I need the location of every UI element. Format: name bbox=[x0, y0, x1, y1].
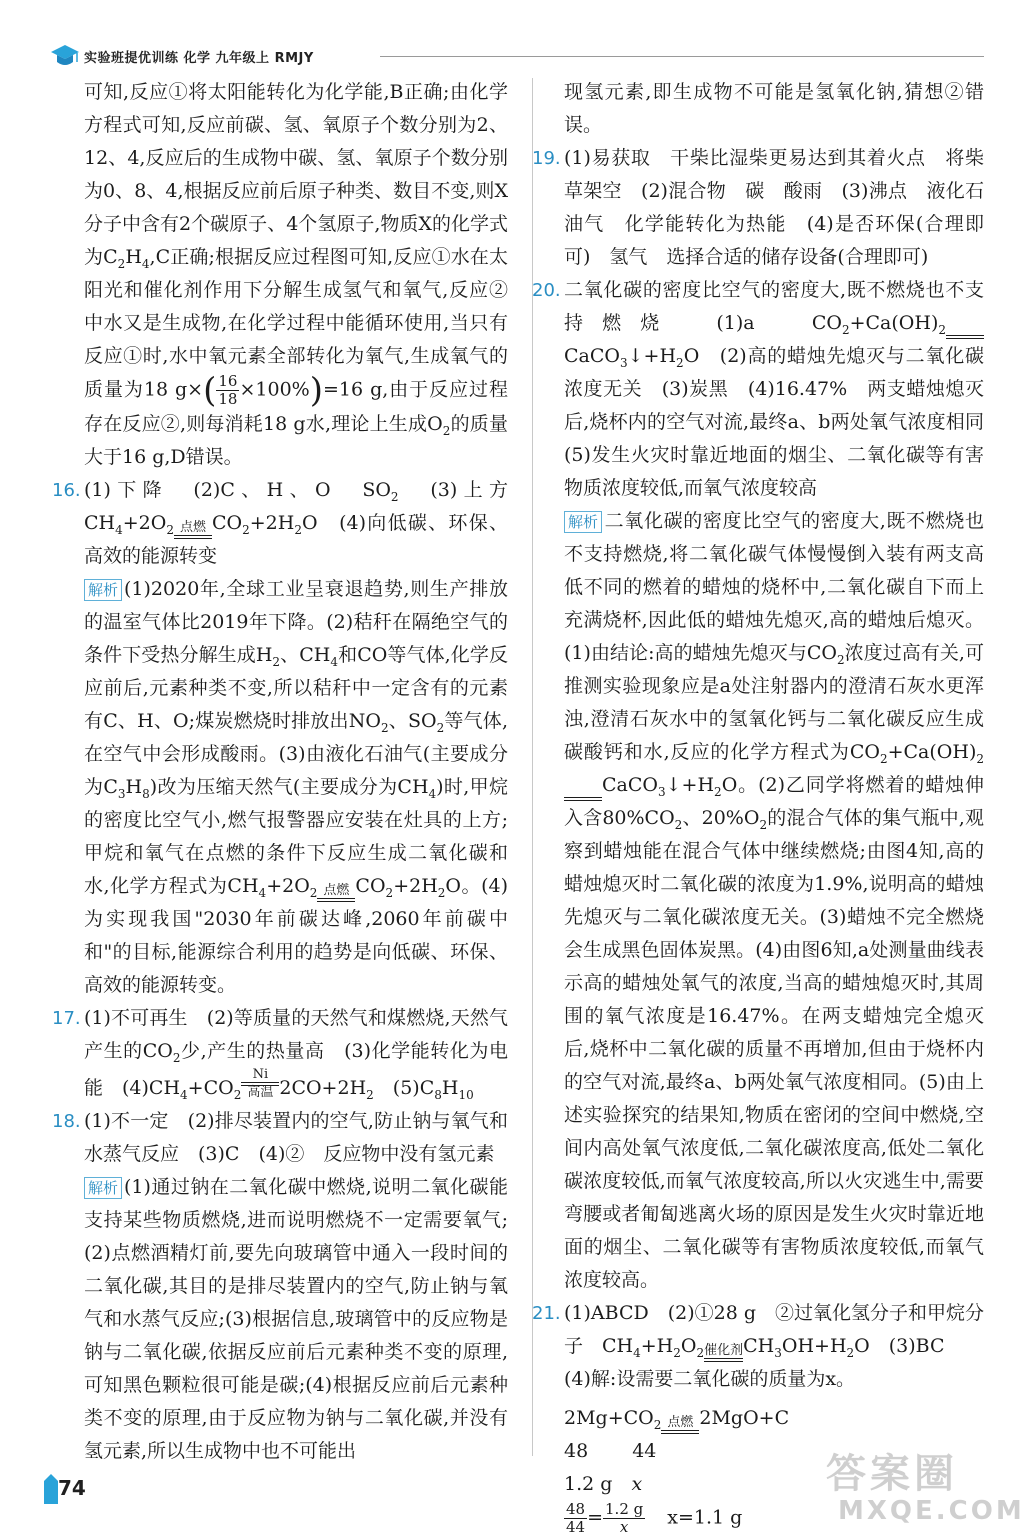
analysis-tag: 解析 bbox=[84, 1177, 122, 1199]
fraction: $\frac{48}{44}$ bbox=[566, 1500, 586, 1536]
graduation-cap-icon bbox=[50, 42, 80, 70]
mass-ratio-line: 48 44 bbox=[564, 1440, 657, 1462]
continuation-text: 可知,反应①将太阳能转化为化学能,B正确;由化学方程式可知,反应前碳、氢、氧原子个数分别为2、12、4,反应后的生成物中碳、氢、氧原子个数分别为0、8、4,根据反应前后原子种类、数目不变,则X分子中含有2个碳原子、4个氢原子,物质X的化学式为$C_2H_4,C$正确;根据反应过程图可知,反应①水在太阳光和催化剂作用下分解生成氢气和氧气,反应②中水又是生成物,在化学过程中能循环使用,当只有反应①时,水中氧元素全部转化为氧气,生成氧气的质量为18 g×( $\frac{16}{18}$ ×100%)=16 g,由于反应过程存在反应②,则每消耗18 g水,理论上生成$O_2$的质量大于16 g,D错误。 bbox=[84, 81, 508, 468]
answer-text: (1)不可再生 (2)等质量的天然气和煤燃烧,天然气产生的$CO_2$少,产生的热量高 (3)化学能转化为电能 $(4)CH_4+CO_2$ Ni 高温 $2CO+2H_2$ $(5)C_8H_{10}$ bbox=[84, 1007, 508, 1102]
fraction: $\frac{16}{18}$ bbox=[218, 372, 238, 408]
reaction-condition: Ni 高温 bbox=[241, 1068, 279, 1100]
question-number: 18. bbox=[52, 1111, 81, 1132]
equals-sign bbox=[946, 321, 984, 339]
question-16 bbox=[52, 474, 528, 1002]
chemical-equation: $2Mg+CO_2$ 点燃 2MgO+C bbox=[564, 1402, 984, 1435]
question-number: 16. bbox=[52, 480, 81, 501]
question-number: 17. bbox=[52, 1008, 81, 1029]
solution-intro: (4)解:设需要二氧化碳的质量为x。 bbox=[564, 1368, 856, 1390]
analysis-tag: 解析 bbox=[564, 511, 602, 533]
equals-sign bbox=[564, 783, 602, 801]
reaction-condition: 点燃 bbox=[317, 884, 355, 902]
given-mass-line: 1.2 g x bbox=[564, 1473, 643, 1495]
reaction-condition: 点燃 bbox=[174, 521, 212, 539]
question-17 bbox=[52, 1002, 508, 1105]
page-marker-icon bbox=[44, 1474, 58, 1504]
analysis-text: 解析 二氧化碳的密度比空气的密度大,既不燃烧也不支持燃烧,将二氧化碳气体慢慢倒入装有两支高低不同的燃着的蜡烛的烧杯中,二氧化碳自下而上充满烧杯,因此低的蜡烛先熄灭,高的蜡烛后熄灭。(1)由结论:高的蜡烛先熄灭与$CO_2$浓度过高有关,可推测实验现象应是a处注射器内的澄清石灰水更浑浊,澄清石灰水中的氢氧化钙与二氧化碳反应生成碳酸钙和水,反应的化学方程式为$CO_2+Ca(OH)_2$ $CaCO_3↓+H_2O$。(2)乙同学将燃着的蜡烛伸入含$80\%CO_2$、$20\%O_2$的混合气体的集气瓶中,观察到蜡烛能在混合气体中继续燃烧;由图4知,高的蜡烛熄灭时二氧化碳的浓度为1.9%,说明高的蜡烛先熄灭与二氧化碳浓度无关。(3)蜡烛不完全燃烧会生成黑色固体炭黑。(4)由图6知,a处测量曲线表示高的蜡烛处氧气的浓度,当高的蜡烛熄灭时,其周围的氧气浓度是16.47%。在两支蜡烛完全熄灭后,烧杯中二氧化碳的质量不再增加,但由于烧杯内的空气对流,最终a、b两处氧气浓度相同。(5)由上述实验探究的结果知,物质在密闭的空间中燃烧,空间内高处氧气浓度低,二氧化碳浓度高,低处二氧化碳浓度较低,而氧气浓度较高,所以火灾逃生中,需要弯腰或者匍匐逃离火场的原因是发生火灾时靠近地面的烟尘、二氧化碳等有害物质浓度较低,而氧气浓度较高。 bbox=[564, 510, 984, 1291]
left-column bbox=[52, 76, 528, 1468]
answer-text: (1)不一定 (2)排尽装置内的空气,防止钠与氧气和水蒸气反应 (3)C (4)② 反应物中没有氢元素 bbox=[84, 1110, 508, 1165]
question-18 bbox=[52, 1105, 508, 1468]
question-number: 20. bbox=[532, 280, 561, 301]
analysis-text: 解析 (1)通过钠在二氧化碳中燃烧,说明二氧化碳能支持某些物质燃烧,进而说明燃烧不一定需要氧气;(2)点燃酒精灯前,要先向玻璃管中通入一段时间的二氧化碳,其目的是排尽装置内的空气,防止钠与氧气和水蒸气反应;(3)根据信息,玻璃管中的反应物是钠与二氧化碳,依据反应前后元素种类不变的原理,可知黑色颗粒很可能是碳;(4)根据反应前后元素种类不变的原理,由于反应物为钠与二氧化碳,并没有氢元素,所以生成物中也不可能出 bbox=[84, 1176, 508, 1462]
reaction-condition: 催化剂 bbox=[704, 1344, 743, 1362]
answer-text: (1)下降 (2)C、H、O $SO_2$ (3)上方 $CH_4+2O_2$ 点燃 $CO_2+2H_2O$ (4)向低碳、环保、高效的能源转变 bbox=[84, 479, 528, 567]
answer-text: (1)易获取 干柴比湿柴更易达到其着火点 将柴草架空 (2)混合物 碳 酸雨 (3)沸点 液化石油气 化学能转化为热能 (4)是否环保(合理即可) 氢气 选择合适的储存设备(合理即可) bbox=[564, 147, 984, 268]
header-rule bbox=[380, 56, 984, 57]
continuation-text: 现氢元素,即生成物不可能是氢氧化钠,猜想②错误。 bbox=[564, 81, 984, 136]
result: x=1.1 g bbox=[667, 1506, 743, 1529]
analysis-tag: 解析 bbox=[84, 579, 122, 601]
watermark-logo: 答案圈 MXQE.COM bbox=[826, 1451, 1025, 1526]
question-number: 19. bbox=[532, 148, 561, 169]
answer-text: 二氧化碳的密度比空气的密度大,既不燃烧也不支持燃烧 (1)a $CO_2+Ca(OH)_2$ $CaCO_3↓+H_2O$ (2)高的蜡烛先熄灭与二氧化碳浓度无关 (3)炭黑 (4)16.47% 两支蜡烛熄灭后,烧杯内的空气对流,最终a、b两处氧气浓度相同 (5)发生火灾时靠近地面的烟尘、二氧化碳等有害物质浓度较低,而氧气浓度较高 bbox=[564, 279, 1004, 499]
question-19 bbox=[532, 142, 984, 274]
right-column bbox=[532, 76, 1004, 1536]
answer-text: (1)ABCD (2)①28 g ②过氧化氢分子和甲烷分子 $CH_4+H_2O_2$ 催化剂 $CH_3OH+H_2O$ (3)BC bbox=[564, 1297, 984, 1363]
analysis-text: 解析 (1)2020年,全球工业呈衰退趋势,则生产排放的温室气体比2019年下降。(2)秸秆在隔绝空气的条件下受热分解生成$H_2$、$CH_4$和CO等气体,化学反应前后,元素种类不变,所以秸秆中一定含有的元素有C、H、O;煤炭燃烧时排放出$NO_2$、$SO_2$等气体,在空气中会形成酸雨。(3)由液化石油气(主要成分为$C_3H_8$)改为压缩天然气(主要成分为$CH_4$)时,甲烷的密度比空气小,燃气报警器应安装在灶具的上方;甲烷和氧气在点燃的条件下反应生成二氧化碳和水,化学方程式为$CH_4+2O_2$ 点燃 $CO_2+2H_2O$。(4)为实现我国"2030年前碳达峰,2060年前碳中和"的目标,能源综合利用的趋势是向低碳、环保、高效的能源转变。 bbox=[84, 578, 509, 996]
question-number: 21. bbox=[532, 1303, 561, 1324]
page-header bbox=[50, 42, 984, 72]
question-20 bbox=[532, 274, 1004, 1297]
proportion-line: $\frac{48}{44}$ = $\frac{1.2 g}{x}$ x=1.1 g bbox=[566, 1500, 743, 1536]
fraction: $\frac{1.2 g}{x}$ bbox=[605, 1500, 644, 1536]
page-number: 74 bbox=[44, 1474, 90, 1504]
reaction-condition: 点燃 bbox=[661, 1416, 699, 1434]
book-title: 实验班提优训练 化学 九年级上 RMJY bbox=[84, 51, 314, 66]
